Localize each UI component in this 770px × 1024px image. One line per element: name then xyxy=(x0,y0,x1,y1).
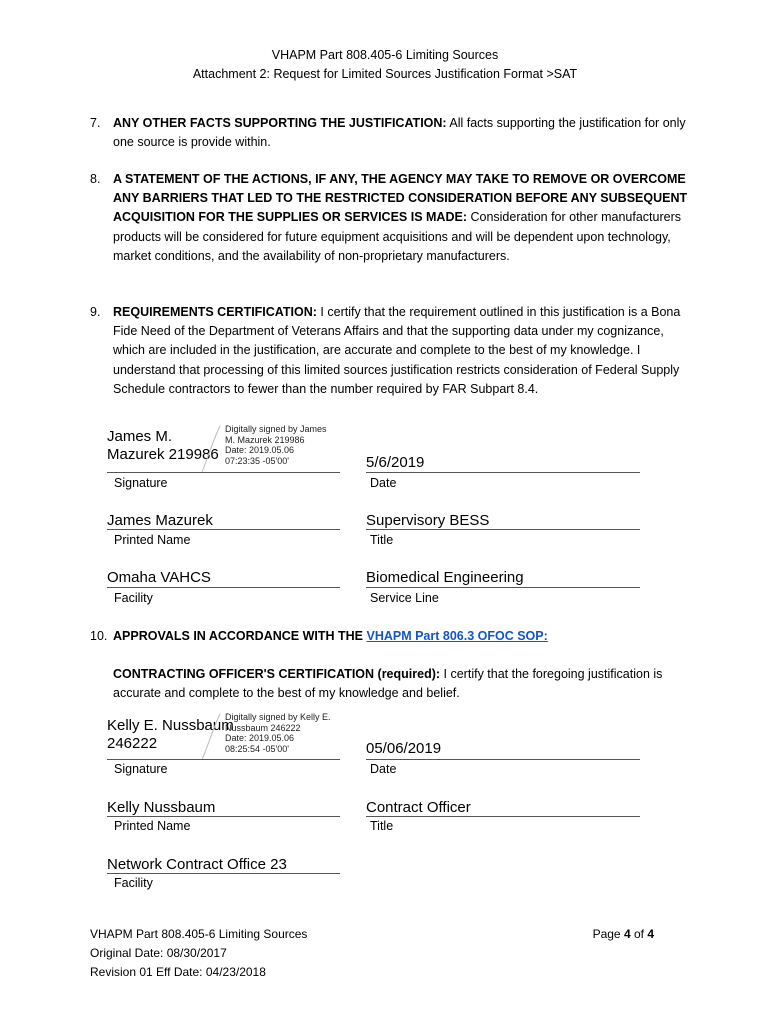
footer-line: Original Date: 08/30/2017 xyxy=(90,946,227,960)
service-line-label: Service Line xyxy=(370,591,439,605)
section-text: I certify that the requirement outlined in this justification is a Bona Fide Need of the Department of Veterans Affairs and that the supporting data under my cognizance, which are included in the justification, are accurate and complete to the best of my knowledge. I understand that processing of this limited sources justification restricts consideration of Federal Supply Schedule contractors to fewer than the number required by FAR Subpart 8.4. xyxy=(113,305,681,396)
title-value: Supervisory BESS xyxy=(366,512,490,529)
ofoc-sop-link[interactable]: VHAPM Part 806.3 OFOC SOP: xyxy=(366,629,548,643)
title-label: Title xyxy=(370,533,394,547)
date-line xyxy=(366,472,640,473)
signature-line xyxy=(107,472,340,473)
date-line xyxy=(366,759,640,760)
printed-name-value: James Mazurek xyxy=(107,512,213,529)
title-label: Title xyxy=(370,819,394,833)
digital-signature-name[interactable]: Kelly E. Nussbaum 246222 xyxy=(107,717,234,752)
footer-line: VHAPM Part 808.405-6 Limiting Sources xyxy=(90,927,308,941)
section-9 xyxy=(90,303,690,399)
facility-label: Facility xyxy=(114,876,153,890)
section-number: 9. xyxy=(90,305,101,319)
printed-name-label: Printed Name xyxy=(114,819,191,833)
date-label: Date xyxy=(370,762,397,776)
digital-signature-details: Digitally signed by Kelly E. Nussbaum 246222 Date: 2019.05.06 08:25:54 -05'00' xyxy=(225,712,331,754)
section-7 xyxy=(90,114,690,152)
page-number: Page 4 of 4 xyxy=(592,927,654,941)
co-certification xyxy=(90,665,690,703)
service-line-line xyxy=(366,587,640,588)
section-number: 8. xyxy=(90,172,101,186)
date-label: Date xyxy=(370,476,397,490)
section-heading: A STATEMENT OF THE ACTIONS, IF ANY, THE AGENCY MAY TAKE TO REMOVE OR OVERCOME ANY BARRIERS THAT LED TO THE RESTRICTED CONSIDERATION BEFORE ANY SUBSEQUENT ACQUISITION FOR THE SUPPLIES OR SERVICES IS MADE: xyxy=(113,172,688,225)
printed-name-line xyxy=(107,529,340,530)
section-heading: ANY OTHER FACTS SUPPORTING THE JUSTIFICATION: xyxy=(113,116,447,130)
printed-name-value: Kelly Nussbaum xyxy=(107,799,216,816)
co-text: I certify that the foregoing justification is accurate and complete to the best of my knowledge and belief. xyxy=(113,667,663,701)
facility-line xyxy=(107,873,340,874)
title-value: Contract Officer xyxy=(366,799,471,816)
header-title: VHAPM Part 808.405-6 Limiting Sources xyxy=(271,48,499,62)
signature-label: Signature xyxy=(114,476,168,490)
signature-swoosh-icon xyxy=(196,424,224,474)
digital-signature-details: Digitally signed by James M. Mazurek 219986 Date: 2019.05.06 07:23:35 -05'00' xyxy=(225,424,327,466)
section-heading: REQUIREMENTS CERTIFICATION: xyxy=(113,305,317,319)
facility-label: Facility xyxy=(114,591,153,605)
printed-name-line xyxy=(107,816,340,817)
facility-line xyxy=(107,587,340,588)
facility-value: Network Contract Office 23 xyxy=(107,856,287,873)
facility-value: Omaha VAHCS xyxy=(107,569,211,586)
signature-line xyxy=(107,759,340,760)
section-number: 7. xyxy=(90,116,101,130)
header-subtitle: Attachment 2: Request for Limited Sources Justification Format >SAT xyxy=(192,67,578,81)
section-heading: APPROVALS IN ACCORDANCE WITH THE xyxy=(113,629,363,643)
service-line-value: Biomedical Engineering xyxy=(366,569,524,586)
printed-name-label: Printed Name xyxy=(114,533,191,547)
title-line xyxy=(366,529,640,530)
section-text: Consideration for other manufacturers products will be considered for future equipment acquisitions and will be dependent upon technology, market conditions, and the availability of non-proprietary manufacturers. xyxy=(113,210,681,263)
signature-swoosh-icon xyxy=(196,712,224,762)
section-10 xyxy=(90,627,690,646)
footer-line: Revision 01 Eff Date: 04/23/2018 xyxy=(90,965,266,979)
signature-label: Signature xyxy=(114,762,168,776)
section-text: All facts supporting the justification for only one source is provide within. xyxy=(113,116,686,150)
title-line xyxy=(366,816,640,817)
date-value: 05/06/2019 xyxy=(366,740,442,757)
digital-signature-name[interactable]: James M. Mazurek 219986 xyxy=(107,428,219,463)
co-heading: CONTRACTING OFFICER'S CERTIFICATION (required): xyxy=(113,667,441,681)
section-number: 10. xyxy=(90,629,108,643)
section-8 xyxy=(90,170,690,266)
footer xyxy=(90,925,307,982)
date-value: 5/6/2019 xyxy=(366,454,425,471)
